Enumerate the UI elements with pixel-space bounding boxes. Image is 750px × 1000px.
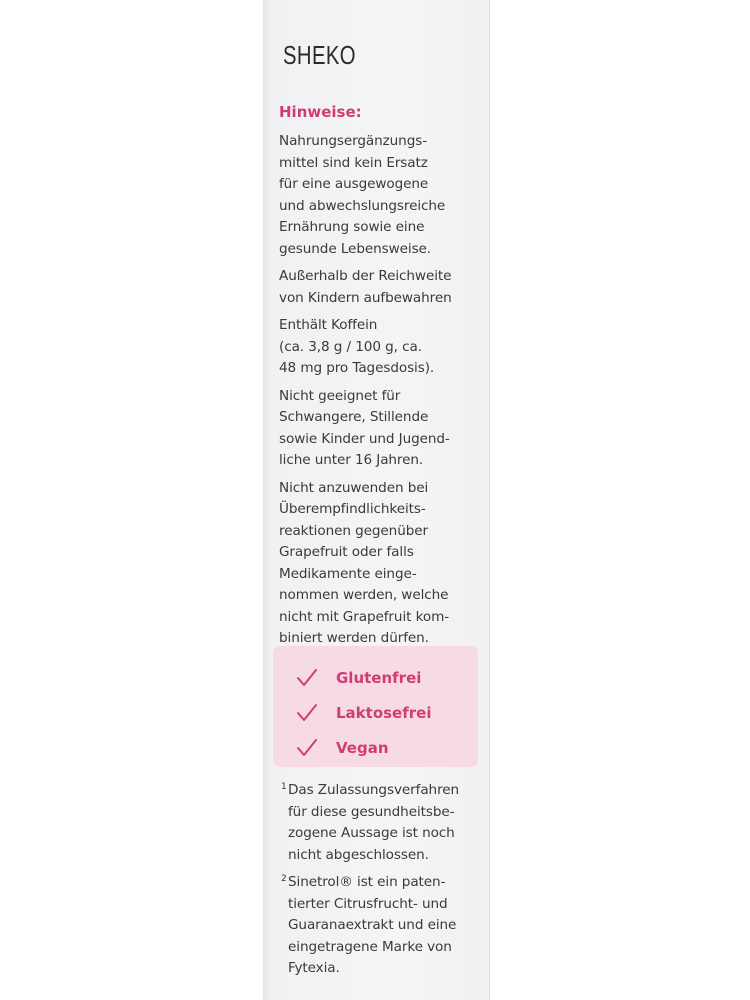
- footnote-text: Sinetrol® ist ein paten- tierter Citrusfrucht- und Guaranaextrakt und eine eingetragene Marke von Fytexia.: [288, 874, 457, 976]
- footnote-marker: 2: [281, 874, 287, 884]
- badge-label: Glutenfrei: [336, 668, 422, 687]
- brand-logo: SHEKO: [283, 40, 356, 70]
- diet-badges-box: [273, 646, 478, 767]
- note-paragraph-pregnancy: Nicht geeignet für Schwangere, Stillende sowie Kinder und Jugend- liche unter 16 Jahren.: [279, 387, 450, 468]
- note-paragraph-caffeine: Enthält Koffein (ca. 3,8 g / 100 g, ca. 48 mg pro Tagesdosis).: [279, 317, 435, 376]
- check-icon: [296, 738, 318, 758]
- badge-lactose-free: [273, 695, 478, 730]
- notes-heading: Hinweise:: [279, 103, 362, 121]
- note-paragraph-supplement: Nahrungsergänzungs- mittel sind kein Ersatz für eine ausgewogene und abwechslungsreiche Ernährung sowie eine gesunde Lebensweise.: [279, 133, 446, 257]
- badge-gluten-free: [273, 660, 478, 695]
- notes-section: [279, 103, 484, 656]
- check-icon: [296, 703, 318, 723]
- footnotes-section: [281, 780, 481, 986]
- footnote-2: [281, 872, 481, 980]
- badge-label: Vegan: [336, 738, 389, 757]
- badge-vegan: [273, 730, 478, 765]
- check-icon: [296, 668, 318, 688]
- footnote-text: Das Zulassungsverfahren für diese gesundheitsbe- zogene Aussage ist noch nicht abgeschlossen.: [288, 782, 460, 863]
- badge-label: Laktosefrei: [336, 703, 432, 722]
- footnote-1: [281, 780, 481, 866]
- note-paragraph-grapefruit: Nicht anzuwenden bei Überempfindlichkeits- reaktionen gegenüber Grapefruit oder falls Medikamente einge- nommen werden, welche nicht mit Grapefruit kom- biniert werden dürfen.: [279, 479, 450, 646]
- footnote-marker: 1: [281, 782, 287, 792]
- note-paragraph-children: Außerhalb der Reichweite von Kindern aufbewahren: [279, 268, 452, 306]
